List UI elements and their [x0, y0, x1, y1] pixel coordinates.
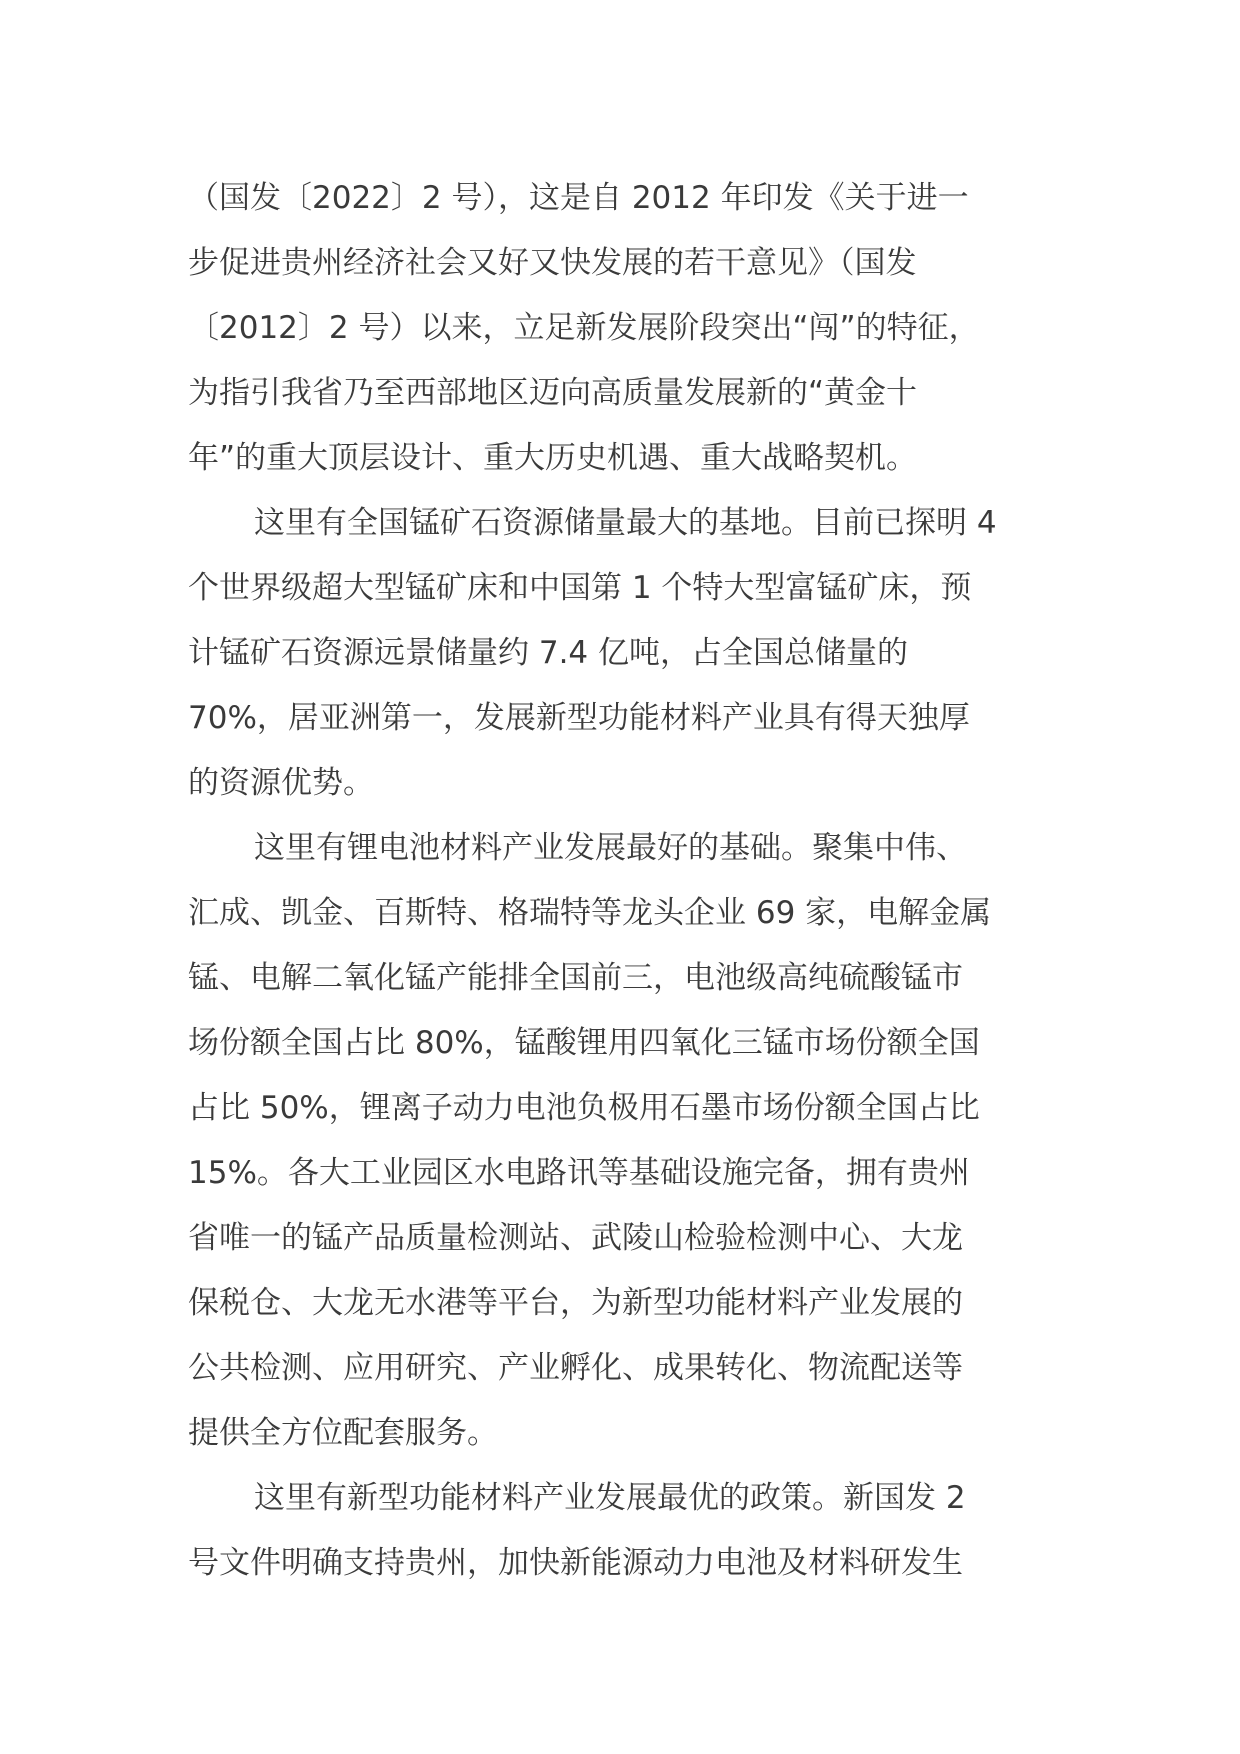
text-line: 的资源优势。: [188, 765, 374, 801]
paragraph-manganese-reserves: [188, 491, 1068, 816]
text-line: 锰、电解二氧化锰产能排全国前三，电池级高纯硫酸锰市: [188, 960, 963, 996]
text-line: 〔2012〕2 号）以来，立足新发展阶段突出“闯”的特征，: [188, 310, 980, 346]
text-line: 为指引我省乃至西部地区迈向高质量发展新的“黄金十: [188, 375, 918, 411]
text-line: 场份额全国占比 80%，锰酸锂用四氧化三锰市场份额全国: [188, 1025, 980, 1061]
text-line: 这里有全国锰矿石资源储量最大的基地。目前已探明 4: [254, 505, 997, 541]
text-line: 70%，居亚洲第一，发展新型功能材料产业具有得天独厚: [188, 700, 970, 736]
text-line: 这里有锂电池材料产业发展最好的基础。聚集中伟、: [254, 830, 967, 866]
paragraph-battery-industry: [188, 816, 1068, 1466]
text-line: 15%。各大工业园区水电路讯等基础设施完备，拥有贵州: [188, 1155, 970, 1191]
text-line: 省唯一的锰产品质量检测站、武陵山检验检测中心、大龙: [188, 1220, 963, 1256]
text-line: 保税仓、大龙无水港等平台，为新型功能材料产业发展的: [188, 1285, 963, 1321]
document-body: [188, 166, 1068, 1596]
text-line: 提供全方位配套服务。: [188, 1415, 498, 1451]
text-line: 计锰矿石资源远景储量约 7.4 亿吨，占全国总储量的: [188, 635, 909, 671]
text-line: 占比 50%，锂离子动力电池负极用石墨市场份额全国占比: [188, 1090, 980, 1126]
paragraph-policy: [188, 1466, 1068, 1596]
text-line: 个世界级超大型锰矿床和中国第 1 个特大型富锰矿床，预: [188, 570, 972, 606]
paragraph-intro-continuation: [188, 166, 1068, 491]
text-line: 号文件明确支持贵州，加快新能源动力电池及材料研发生: [188, 1545, 963, 1581]
text-line: 这里有新型功能材料产业发展最优的政策。新国发 2: [254, 1480, 966, 1516]
text-line: 汇成、凯金、百斯特、格瑞特等龙头企业 69 家，电解金属: [188, 895, 992, 931]
text-line: 步促进贵州经济社会又好又快发展的若干意见》（国发: [188, 245, 917, 281]
text-line: 公共检测、应用研究、产业孵化、成果转化、物流配送等: [188, 1350, 963, 1386]
text-line: 年”的重大顶层设计、重大历史机遇、重大战略契机。: [188, 440, 918, 476]
text-line: （国发〔2022〕2 号），这是自 2012 年印发《关于进一: [188, 180, 969, 216]
